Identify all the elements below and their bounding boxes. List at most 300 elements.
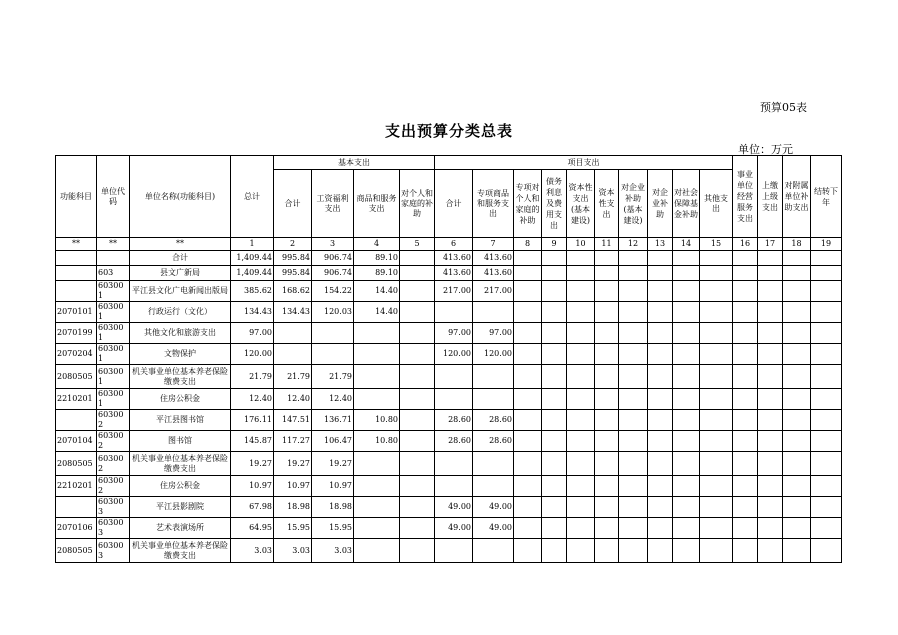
- cell-empty: [619, 266, 648, 281]
- cell-empty: [733, 452, 758, 476]
- cell-total: 67.98: [231, 497, 274, 518]
- cell-p-total: [435, 476, 473, 497]
- cell-b-goods: [354, 389, 400, 410]
- header-basic-sub-0: 合计: [274, 170, 312, 238]
- cell-empty: [811, 389, 842, 410]
- index-cell: 15: [700, 238, 733, 251]
- cell-func: 2080505: [56, 365, 97, 389]
- cell-b-goods: [354, 344, 400, 365]
- cell-b-wage: 10.97: [312, 476, 354, 497]
- header-basic-sub-1: 工资福利支出: [312, 170, 354, 238]
- cell-b-person: [400, 431, 435, 452]
- table-row: [56, 323, 842, 344]
- header-project: 项目支出: [435, 156, 733, 170]
- index-cell: **: [97, 238, 130, 251]
- header-project-sub-7: 对企业补助: [648, 170, 673, 238]
- cell-func: 2070204: [56, 344, 97, 365]
- cell-name: 机关事业单位基本养老保险缴费支出: [130, 539, 231, 563]
- cell-func: 2070104: [56, 431, 97, 452]
- cell-empty: [758, 476, 783, 497]
- cell-b-person: [400, 344, 435, 365]
- cell-b-wage: 906.74: [312, 251, 354, 266]
- cell-empty: [648, 539, 673, 563]
- cell-empty: [595, 497, 619, 518]
- cell-b-total: [274, 344, 312, 365]
- cell-b-wage: 15.95: [312, 518, 354, 539]
- cell-empty: [700, 251, 733, 266]
- cell-p-goods: 413.60: [473, 266, 514, 281]
- cell-empty: [514, 476, 542, 497]
- cell-p-goods: 28.60: [473, 410, 514, 431]
- header-basic-sub-3: 对个人和家庭的补助: [400, 170, 435, 238]
- cell-empty: [700, 389, 733, 410]
- cell-b-goods: [354, 476, 400, 497]
- cell-empty: [700, 410, 733, 431]
- cell-empty: [619, 497, 648, 518]
- cell-empty: [758, 452, 783, 476]
- cell-empty: [733, 323, 758, 344]
- cell-empty: [811, 281, 842, 302]
- cell-empty: [783, 365, 811, 389]
- cell-empty: [700, 518, 733, 539]
- cell-empty: [700, 431, 733, 452]
- cell-empty: [700, 266, 733, 281]
- table-row: [56, 539, 842, 563]
- cell-func: 2080505: [56, 452, 97, 476]
- cell-empty: [811, 452, 842, 476]
- cell-total: 145.87: [231, 431, 274, 452]
- header-total: 总计: [231, 156, 274, 238]
- cell-empty: [542, 323, 567, 344]
- cell-name: 县文广新局: [130, 266, 231, 281]
- cell-empty: [648, 389, 673, 410]
- cell-empty: [700, 365, 733, 389]
- cell-b-goods: [354, 452, 400, 476]
- cell-empty: [514, 497, 542, 518]
- header-project-sub-1: 专项商品和服务支出: [473, 170, 514, 238]
- table-row: [56, 431, 842, 452]
- cell-empty: [595, 518, 619, 539]
- cell-empty: [783, 323, 811, 344]
- cell-unit: 603: [97, 266, 130, 281]
- cell-empty: [733, 266, 758, 281]
- cell-empty: [811, 539, 842, 563]
- cell-empty: [758, 344, 783, 365]
- cell-total: 134.43: [231, 302, 274, 323]
- cell-b-person: [400, 539, 435, 563]
- index-cell: 12: [619, 238, 648, 251]
- cell-unit: 603001: [97, 365, 130, 389]
- cell-empty: [595, 281, 619, 302]
- cell-empty: [542, 410, 567, 431]
- index-cell: 18: [783, 238, 811, 251]
- cell-name: 图书馆: [130, 431, 231, 452]
- header-project-sub-2: 专项对个人和家庭的补助: [514, 170, 542, 238]
- cell-b-goods: [354, 365, 400, 389]
- cell-b-wage: 3.03: [312, 539, 354, 563]
- cell-empty: [567, 323, 595, 344]
- cell-name: 机关事业单位基本养老保险缴费支出: [130, 365, 231, 389]
- cell-p-total: 28.60: [435, 431, 473, 452]
- cell-empty: [700, 452, 733, 476]
- cell-empty: [758, 518, 783, 539]
- cell-func: [56, 251, 97, 266]
- cell-empty: [542, 389, 567, 410]
- cell-b-total: 21.79: [274, 365, 312, 389]
- cell-empty: [673, 452, 700, 476]
- unit-label: 单位：万元: [738, 143, 793, 156]
- cell-func: 2080505: [56, 539, 97, 563]
- cell-empty: [542, 539, 567, 563]
- cell-empty: [648, 410, 673, 431]
- index-cell: 4: [354, 238, 400, 251]
- index-cell: 3: [312, 238, 354, 251]
- cell-empty: [700, 344, 733, 365]
- cell-empty: [542, 476, 567, 497]
- cell-empty: [783, 539, 811, 563]
- cell-empty: [514, 389, 542, 410]
- cell-empty: [733, 476, 758, 497]
- cell-unit: 603001: [97, 323, 130, 344]
- cell-empty: [567, 476, 595, 497]
- cell-empty: [700, 281, 733, 302]
- cell-b-wage: 19.27: [312, 452, 354, 476]
- cell-empty: [619, 365, 648, 389]
- cell-empty: [595, 266, 619, 281]
- form-number: 预算05表: [760, 101, 807, 114]
- cell-b-goods: 14.40: [354, 281, 400, 302]
- cell-empty: [648, 476, 673, 497]
- index-cell: 1: [231, 238, 274, 251]
- cell-unit: 603001: [97, 302, 130, 323]
- cell-empty: [567, 539, 595, 563]
- cell-empty: [673, 539, 700, 563]
- cell-empty: [567, 518, 595, 539]
- table-row: [56, 251, 842, 266]
- table-row: [56, 266, 842, 281]
- index-cell: 10: [567, 238, 595, 251]
- cell-b-person: [400, 323, 435, 344]
- cell-empty: [567, 410, 595, 431]
- cell-empty: [595, 410, 619, 431]
- cell-empty: [673, 518, 700, 539]
- cell-b-person: [400, 365, 435, 389]
- cell-empty: [542, 251, 567, 266]
- cell-empty: [758, 539, 783, 563]
- cell-func: 2070199: [56, 323, 97, 344]
- cell-b-total: 19.27: [274, 452, 312, 476]
- cell-empty: [700, 476, 733, 497]
- cell-func: 2070106: [56, 518, 97, 539]
- cell-func: [56, 410, 97, 431]
- cell-b-goods: 10.80: [354, 431, 400, 452]
- cell-p-total: 49.00: [435, 518, 473, 539]
- cell-empty: [595, 302, 619, 323]
- cell-empty: [648, 365, 673, 389]
- cell-empty: [811, 251, 842, 266]
- cell-p-goods: [473, 302, 514, 323]
- cell-empty: [619, 344, 648, 365]
- cell-empty: [648, 497, 673, 518]
- cell-empty: [673, 389, 700, 410]
- cell-total: 97.00: [231, 323, 274, 344]
- cell-name: 其他文化和旅游支出: [130, 323, 231, 344]
- header-project-sub-5: 资本性支出: [595, 170, 619, 238]
- cell-empty: [542, 497, 567, 518]
- table-row: [56, 476, 842, 497]
- cell-empty: [542, 302, 567, 323]
- index-cell: 11: [595, 238, 619, 251]
- cell-empty: [514, 266, 542, 281]
- cell-empty: [811, 410, 842, 431]
- cell-unit: 603002: [97, 476, 130, 497]
- cell-total: 1,409.44: [231, 266, 274, 281]
- cell-empty: [700, 323, 733, 344]
- cell-empty: [542, 431, 567, 452]
- cell-empty: [514, 452, 542, 476]
- cell-empty: [619, 302, 648, 323]
- cell-empty: [567, 266, 595, 281]
- cell-empty: [758, 497, 783, 518]
- header-other-0: 事业单位经营服务支出: [733, 156, 758, 238]
- cell-p-goods: 49.00: [473, 518, 514, 539]
- cell-name: 机关事业单位基本养老保险缴费支出: [130, 452, 231, 476]
- cell-empty: [619, 323, 648, 344]
- index-cell: 6: [435, 238, 473, 251]
- cell-b-wage: 106.47: [312, 431, 354, 452]
- cell-b-wage: [312, 344, 354, 365]
- cell-empty: [758, 302, 783, 323]
- cell-b-total: [274, 323, 312, 344]
- cell-empty: [758, 266, 783, 281]
- cell-empty: [648, 452, 673, 476]
- cell-p-goods: [473, 476, 514, 497]
- cell-empty: [673, 302, 700, 323]
- cell-empty: [673, 281, 700, 302]
- cell-p-total: 217.00: [435, 281, 473, 302]
- cell-empty: [595, 389, 619, 410]
- cell-p-total: 413.60: [435, 251, 473, 266]
- cell-p-goods: 28.60: [473, 431, 514, 452]
- cell-empty: [648, 344, 673, 365]
- cell-empty: [619, 251, 648, 266]
- cell-empty: [514, 344, 542, 365]
- cell-name: 文物保护: [130, 344, 231, 365]
- cell-p-total: 413.60: [435, 266, 473, 281]
- cell-empty: [783, 452, 811, 476]
- index-cell: 7: [473, 238, 514, 251]
- cell-name: 行政运行（文化）: [130, 302, 231, 323]
- cell-p-total: 120.00: [435, 344, 473, 365]
- cell-empty: [619, 518, 648, 539]
- table-row: [56, 389, 842, 410]
- cell-empty: [783, 497, 811, 518]
- index-cell: 17: [758, 238, 783, 251]
- cell-empty: [783, 476, 811, 497]
- cell-empty: [758, 431, 783, 452]
- cell-empty: [542, 518, 567, 539]
- cell-empty: [733, 497, 758, 518]
- cell-empty: [783, 410, 811, 431]
- cell-empty: [514, 365, 542, 389]
- cell-unit: 603002: [97, 410, 130, 431]
- cell-b-total: 117.27: [274, 431, 312, 452]
- cell-total: 19.27: [231, 452, 274, 476]
- cell-empty: [758, 251, 783, 266]
- cell-name: 平江县图书馆: [130, 410, 231, 431]
- table-row: [56, 497, 842, 518]
- cell-empty: [673, 365, 700, 389]
- cell-total: 3.03: [231, 539, 274, 563]
- cell-p-goods: 120.00: [473, 344, 514, 365]
- cell-b-person: [400, 518, 435, 539]
- cell-empty: [595, 365, 619, 389]
- cell-empty: [542, 452, 567, 476]
- cell-empty: [811, 497, 842, 518]
- cell-b-total: 995.84: [274, 251, 312, 266]
- cell-total: 385.62: [231, 281, 274, 302]
- cell-unit: 603003: [97, 518, 130, 539]
- cell-b-total: 134.43: [274, 302, 312, 323]
- cell-empty: [648, 266, 673, 281]
- cell-empty: [673, 431, 700, 452]
- cell-p-total: [435, 302, 473, 323]
- cell-unit: [97, 251, 130, 266]
- cell-name: 平江县文化广电新闻出版局: [130, 281, 231, 302]
- cell-func: [56, 266, 97, 281]
- index-cell: 8: [514, 238, 542, 251]
- cell-b-wage: 21.79: [312, 365, 354, 389]
- cell-b-total: 12.40: [274, 389, 312, 410]
- cell-empty: [733, 251, 758, 266]
- cell-empty: [648, 281, 673, 302]
- cell-p-total: [435, 539, 473, 563]
- cell-empty: [514, 251, 542, 266]
- cell-b-wage: 906.74: [312, 266, 354, 281]
- cell-b-person: [400, 452, 435, 476]
- cell-func: 2210201: [56, 476, 97, 497]
- cell-empty: [673, 251, 700, 266]
- cell-b-person: [400, 251, 435, 266]
- cell-b-person: [400, 266, 435, 281]
- cell-empty: [567, 452, 595, 476]
- index-cell: **: [56, 238, 97, 251]
- cell-p-goods: 97.00: [473, 323, 514, 344]
- header-func-code: 功能科目: [56, 156, 97, 238]
- cell-b-total: 3.03: [274, 539, 312, 563]
- cell-empty: [733, 281, 758, 302]
- cell-empty: [811, 323, 842, 344]
- cell-empty: [542, 365, 567, 389]
- cell-empty: [567, 389, 595, 410]
- cell-empty: [811, 302, 842, 323]
- cell-empty: [619, 476, 648, 497]
- cell-b-total: 147.51: [274, 410, 312, 431]
- cell-unit: 603002: [97, 452, 130, 476]
- cell-empty: [619, 431, 648, 452]
- header-other-2: 对附属单位补助支出: [783, 156, 811, 238]
- cell-unit: 603003: [97, 539, 130, 563]
- table-row: [56, 452, 842, 476]
- cell-empty: [619, 452, 648, 476]
- cell-empty: [595, 452, 619, 476]
- table-row: [56, 518, 842, 539]
- cell-name: 住房公积金: [130, 476, 231, 497]
- cell-b-goods: 14.40: [354, 302, 400, 323]
- cell-empty: [783, 344, 811, 365]
- cell-b-person: [400, 410, 435, 431]
- cell-empty: [733, 410, 758, 431]
- cell-name: 住房公积金: [130, 389, 231, 410]
- cell-empty: [733, 539, 758, 563]
- cell-b-wage: 12.40: [312, 389, 354, 410]
- budget-table: [55, 155, 842, 563]
- cell-unit: 603003: [97, 497, 130, 518]
- cell-empty: [783, 302, 811, 323]
- cell-empty: [811, 476, 842, 497]
- cell-b-goods: 10.80: [354, 410, 400, 431]
- cell-empty: [783, 251, 811, 266]
- index-cell: 13: [648, 238, 673, 251]
- cell-empty: [567, 431, 595, 452]
- cell-empty: [595, 539, 619, 563]
- cell-empty: [700, 539, 733, 563]
- cell-unit: 603001: [97, 389, 130, 410]
- cell-func: [56, 281, 97, 302]
- cell-empty: [619, 281, 648, 302]
- cell-b-wage: 154.22: [312, 281, 354, 302]
- cell-unit: 603002: [97, 431, 130, 452]
- cell-empty: [783, 281, 811, 302]
- index-cell: **: [130, 238, 231, 251]
- cell-empty: [514, 539, 542, 563]
- cell-empty: [673, 497, 700, 518]
- cell-func: 2070101: [56, 302, 97, 323]
- cell-b-person: [400, 302, 435, 323]
- cell-p-total: 97.00: [435, 323, 473, 344]
- cell-empty: [811, 344, 842, 365]
- cell-empty: [567, 251, 595, 266]
- cell-empty: [595, 251, 619, 266]
- cell-empty: [673, 476, 700, 497]
- cell-empty: [758, 389, 783, 410]
- table-row: [56, 344, 842, 365]
- cell-empty: [783, 389, 811, 410]
- table-row: [56, 302, 842, 323]
- cell-b-total: 18.98: [274, 497, 312, 518]
- header-project-sub-9: 其他支出: [700, 170, 733, 238]
- cell-unit: 603001: [97, 281, 130, 302]
- cell-b-person: [400, 281, 435, 302]
- cell-p-goods: [473, 389, 514, 410]
- cell-unit: 603001: [97, 344, 130, 365]
- cell-p-goods: [473, 365, 514, 389]
- header-project-sub-6: 对企业补助(基本建设): [619, 170, 648, 238]
- header-project-sub-4: 资本性支出(基本建设): [567, 170, 595, 238]
- cell-b-wage: [312, 323, 354, 344]
- table-row: [56, 410, 842, 431]
- cell-p-goods: [473, 539, 514, 563]
- cell-empty: [619, 410, 648, 431]
- cell-empty: [514, 410, 542, 431]
- cell-empty: [542, 281, 567, 302]
- index-cell: 19: [811, 238, 842, 251]
- cell-empty: [514, 323, 542, 344]
- cell-empty: [733, 431, 758, 452]
- cell-empty: [733, 389, 758, 410]
- cell-name: 艺术表演场所: [130, 518, 231, 539]
- cell-b-goods: [354, 518, 400, 539]
